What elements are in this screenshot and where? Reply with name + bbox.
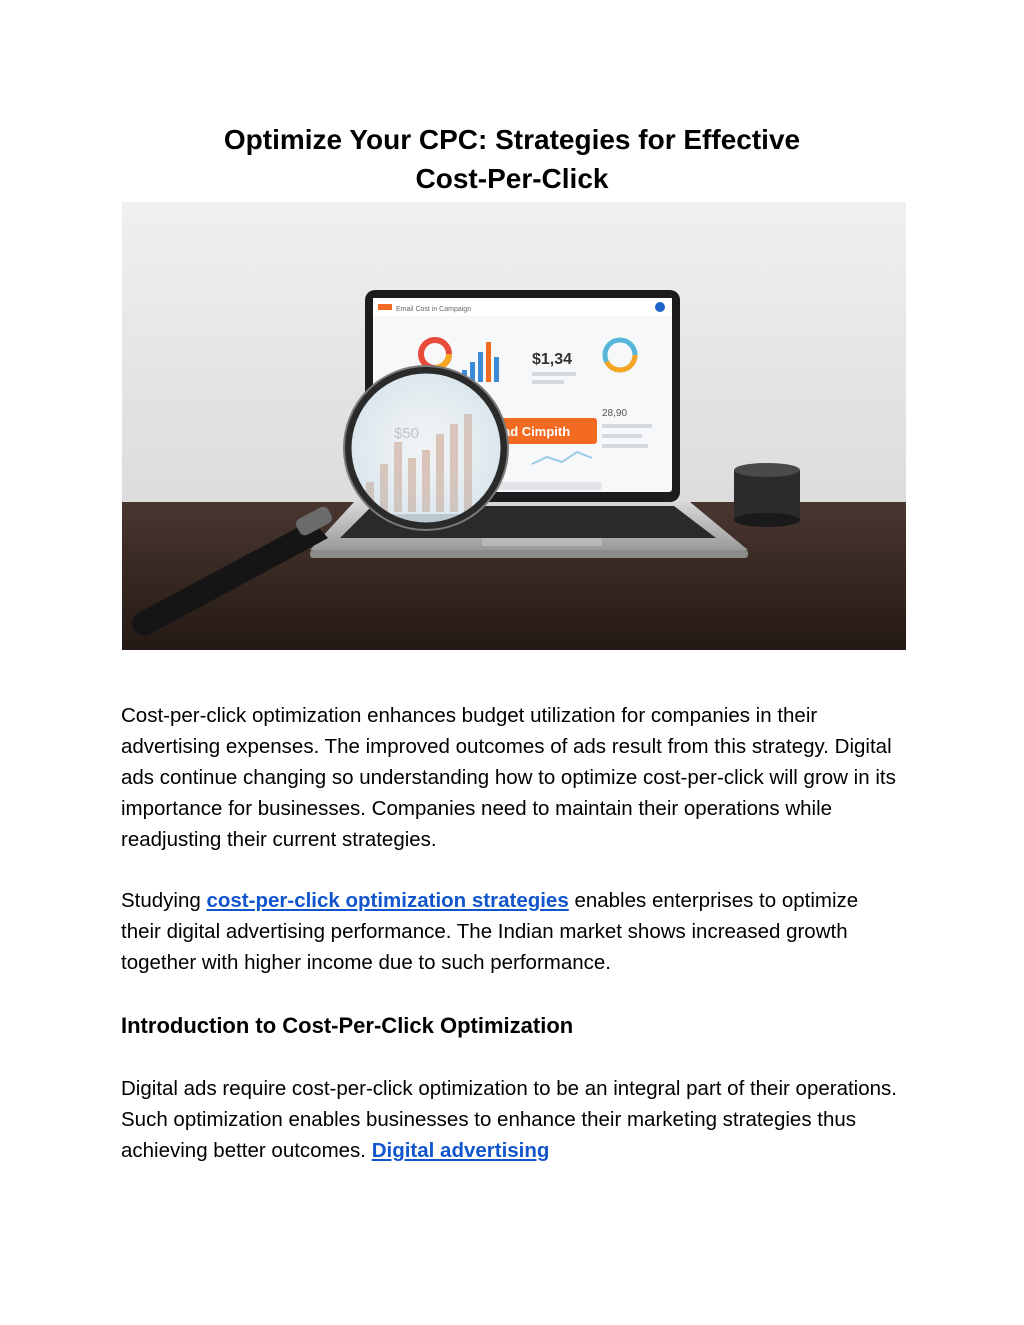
screen-tab-text: Email Cost in Campaign [396, 306, 472, 313]
screen-button-text: ad Cimpith [503, 424, 571, 439]
paragraph-strategies [121, 885, 901, 978]
hero-image [122, 202, 906, 650]
paragraph-strategies-rest: enables enterprises to optimize their digital advertising performance. The Indian market shows increased growth together with higher income due to such performance. [121, 889, 859, 974]
cpc-strategies-link[interactable]: cost-per-click optimization strategies [206, 889, 569, 912]
title-line-2: Cost-Per-Click [415, 163, 609, 194]
title-line-1: Optimize Your CPC: Strategies for Effective [223, 124, 801, 155]
paragraph-introduction-text: Digital ads require cost-per-click optimization to be an integral part of their operations. Such optimization enables businesses to enhance their marketing strategies thus achieving better outcomes. [121, 1077, 897, 1162]
page-title [122, 120, 902, 198]
screen-price: $1,34 [532, 351, 573, 368]
paragraph-intro: Cost-per-click optimization enhances budget utilization for companies in their advertising expenses. The improved outcomes of ads result from this strategy. Digital ads continue changing so understanding how to optimize cost-per-click will grow in its importance for businesses. Companies need to maintain their operations while readjusting their current strategies. [121, 704, 896, 851]
section-heading: Introduction to Cost-Per-Click Optimization [121, 1013, 574, 1038]
paragraph-introduction [121, 1073, 901, 1166]
screen-side-value: 28,90 [602, 408, 628, 419]
digital-advertising-link[interactable]: Digital advertising [371, 1139, 550, 1162]
paragraph-strategies-lead: Studying [121, 889, 207, 912]
